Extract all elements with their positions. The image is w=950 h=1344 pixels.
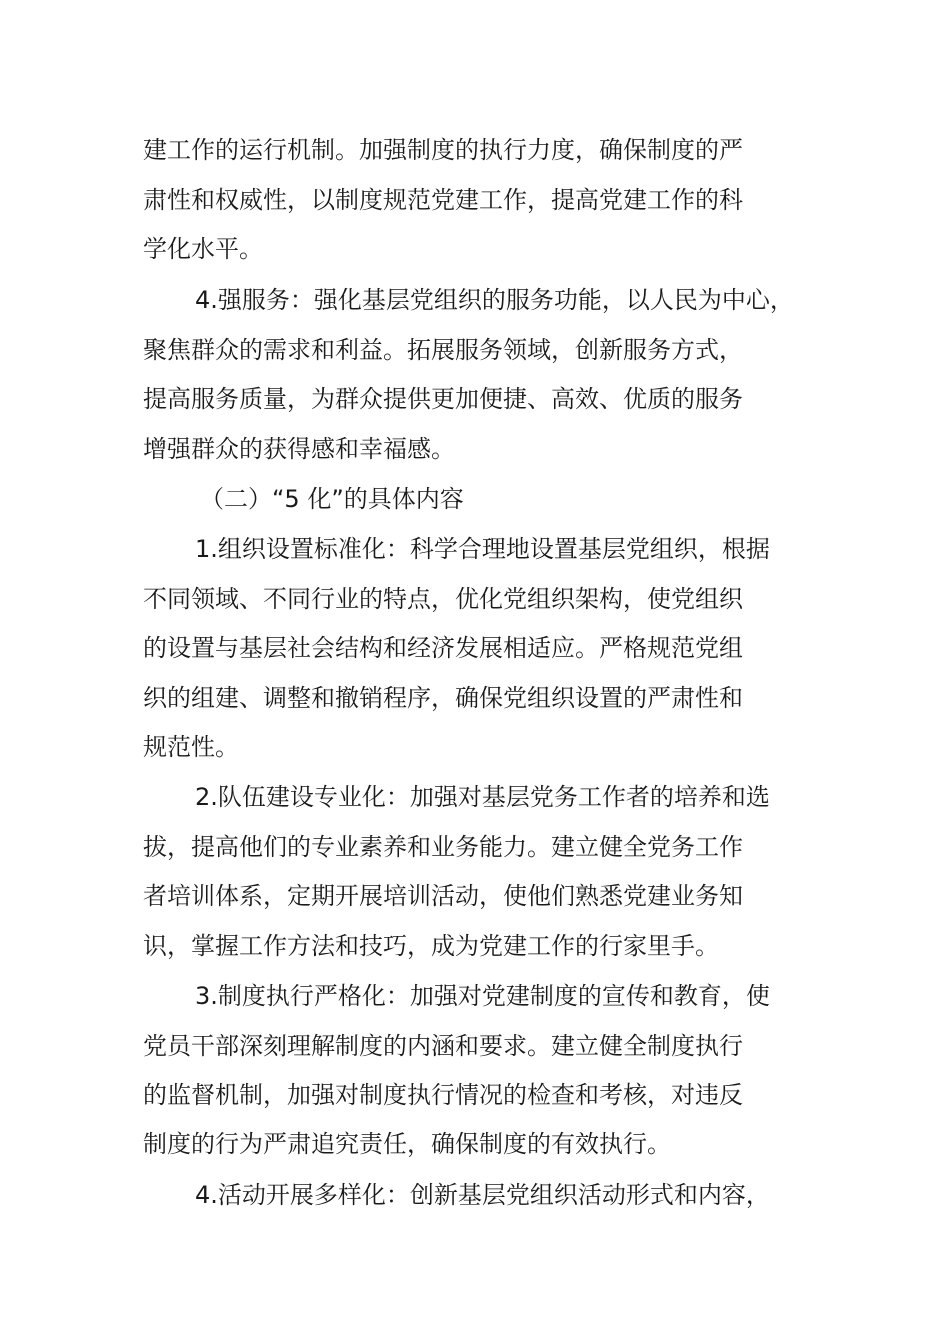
text-line: 学化水平。	[143, 235, 263, 263]
paragraph-start-line: 2.队伍建设专业化：加强对基层党务工作者的培养和选	[195, 783, 770, 811]
text-line: 制度的行为严肃追究责任，确保制度的有效执行。	[143, 1130, 671, 1158]
paragraph-start-line: 3.制度执行严格化：加强对党建制度的宣传和教育，使	[195, 982, 770, 1010]
section-heading: （二）“5 化”的具体内容	[200, 485, 464, 513]
text-line: 肃性和权威性，以制度规范党建工作，提高党建工作的科	[143, 186, 743, 214]
text-line: 聚焦群众的需求和利益。拓展服务领域，创新服务方式，	[143, 336, 743, 364]
text-line: 识，掌握工作方法和技巧，成为党建工作的行家里手。	[143, 932, 719, 960]
paragraph-start-line: 1.组织设置标准化：科学合理地设置基层党组织，根据	[195, 535, 770, 563]
paragraph-start-line: 4.强服务：强化基层党组织的服务功能，以人民为中心，	[195, 286, 794, 314]
text-line: 的监督机制，加强对制度执行情况的检查和考核，对违反	[143, 1081, 743, 1109]
text-line: 规范性。	[143, 733, 239, 761]
text-line: 建工作的运行机制。加强制度的执行力度，确保制度的严	[143, 136, 743, 164]
text-line: 不同领域、不同行业的特点，优化党组织架构，使党组织	[143, 585, 743, 613]
text-line: 党员干部深刻理解制度的内涵和要求。建立健全制度执行	[143, 1032, 743, 1060]
text-line: 提高服务质量，为群众提供更加便捷、高效、优质的服务	[143, 385, 743, 413]
text-line: 拔，提高他们的专业素养和业务能力。建立健全党务工作	[143, 833, 743, 861]
text-line: 增强群众的获得感和幸福感。	[143, 435, 455, 463]
paragraph-start-line: 4.活动开展多样化：创新基层党组织活动形式和内容，	[195, 1181, 770, 1209]
text-line: 的设置与基层社会结构和经济发展相适应。严格规范党组	[143, 634, 743, 662]
text-line: 织的组建、调整和撤销程序，确保党组织设置的严肃性和	[143, 684, 743, 712]
text-line: 者培训体系，定期开展培训活动，使他们熟悉党建业务知	[143, 882, 743, 910]
